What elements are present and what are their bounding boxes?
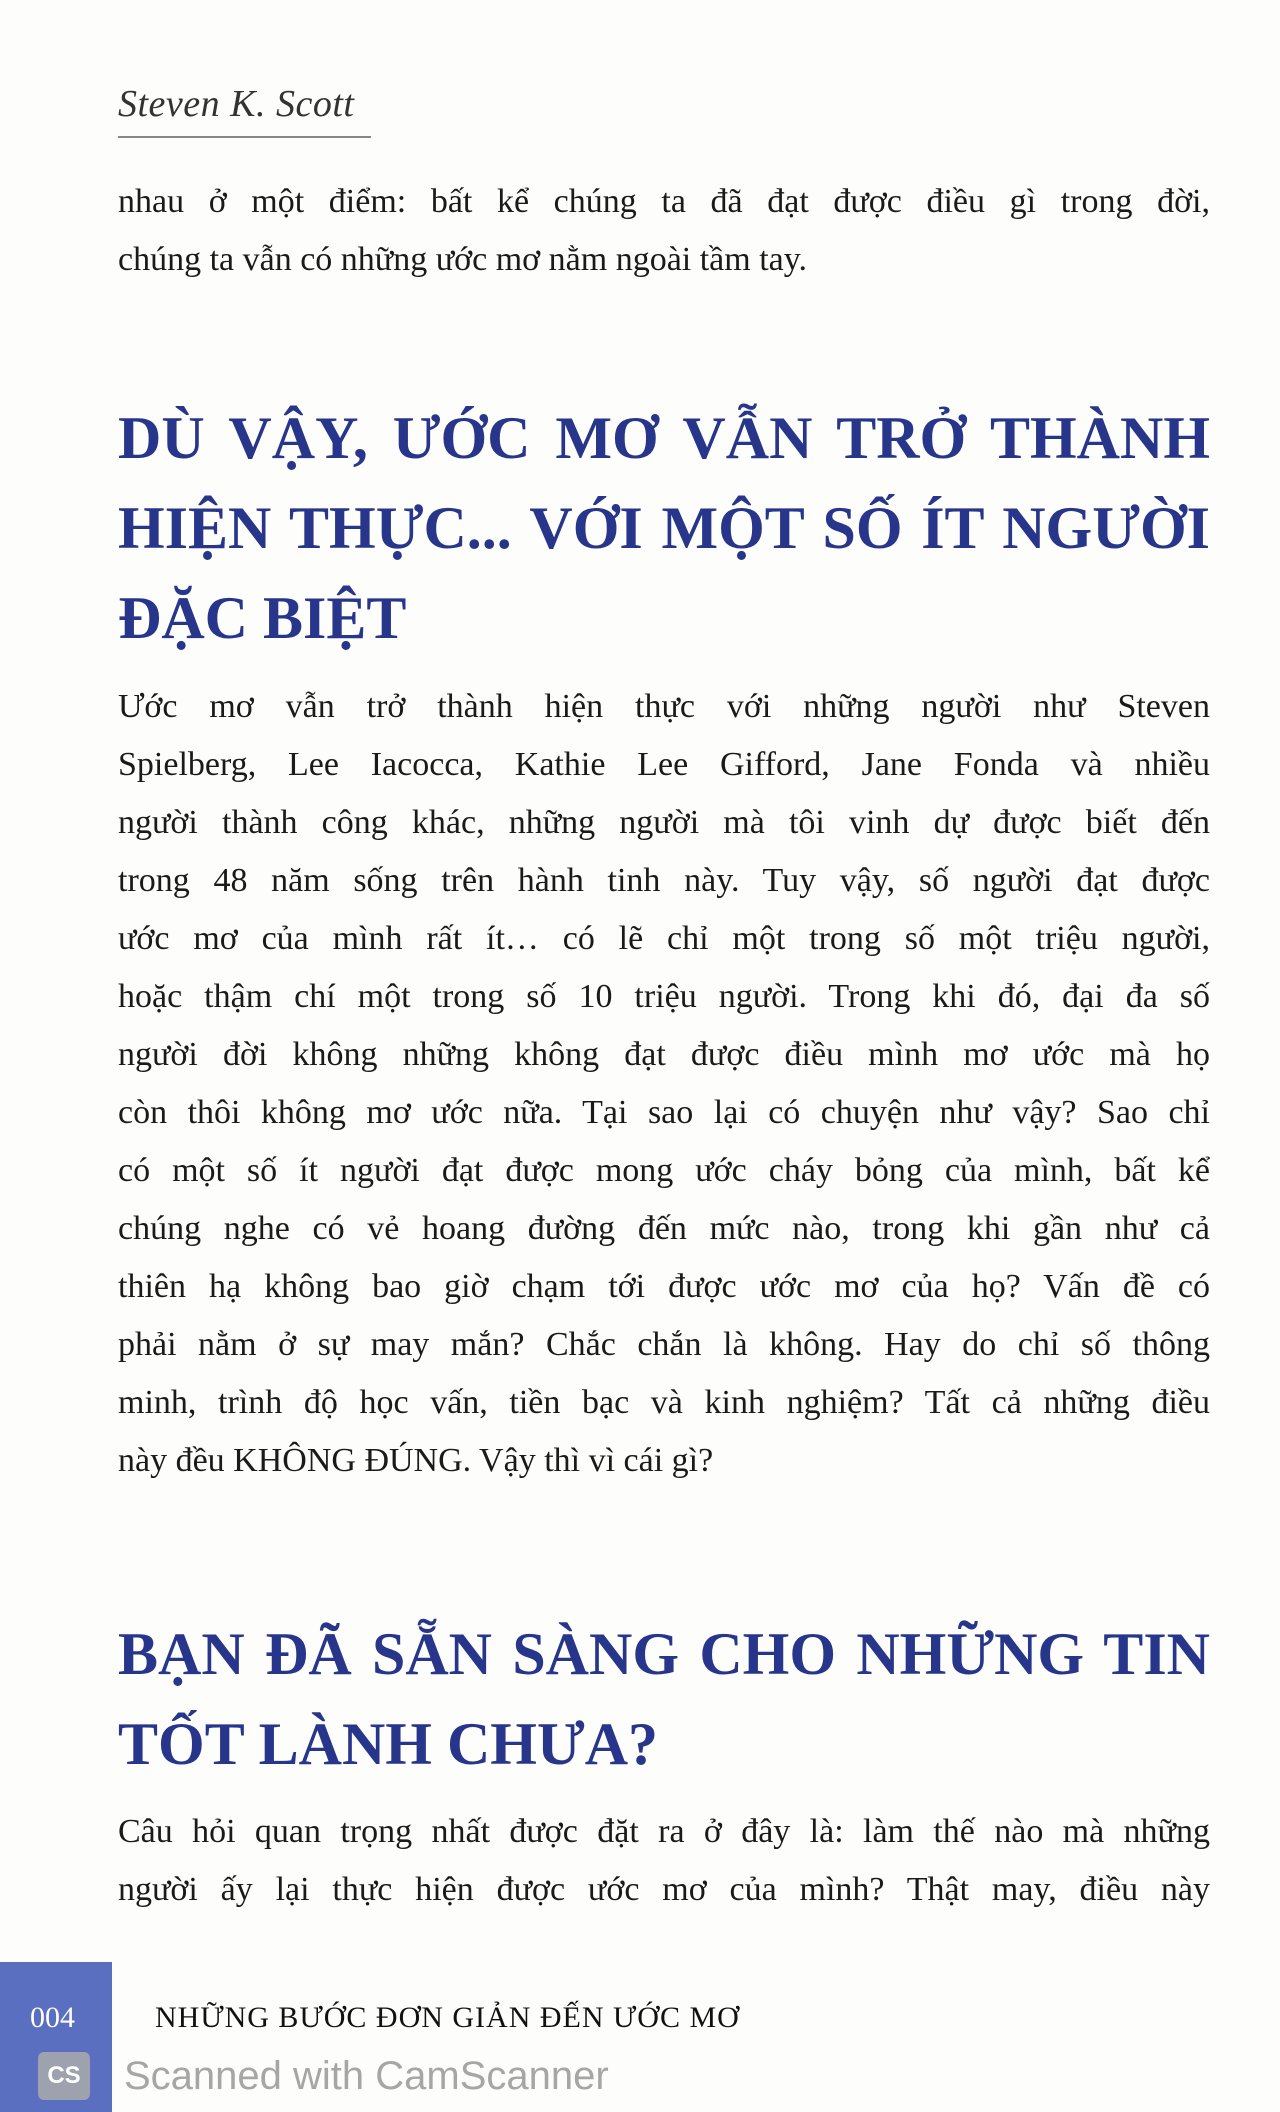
text-line: nhau ở một điểm: bất kể chúng ta đã đạt được điều gì trong đời, xyxy=(118,183,1210,220)
heading-line: BẠN ĐÃ SẴN SÀNG CHO NHỮNG TIN xyxy=(118,1621,1210,1687)
text-line: Spielberg, Lee Iacocca, Kathie Lee Gifford, Jane Fonda và nhiều xyxy=(118,746,1210,783)
section-1-paragraph xyxy=(118,678,1210,1490)
section-2-paragraph xyxy=(118,1803,1210,1919)
text-line: người ấy lại thực hiện được ước mơ của mình? Thật may, điều này xyxy=(118,1871,1210,1908)
text-line: còn thôi không mơ ước nữa. Tại sao lại có chuyện như vậy? Sao chỉ xyxy=(118,1094,1210,1131)
heading-line: HIỆN THỰC... VỚI MỘT SỐ ÍT NGƯỜI xyxy=(118,495,1210,561)
camscanner-logo-icon: CS xyxy=(38,2052,90,2100)
text-line: Câu hỏi quan trọng nhất được đặt ra ở đây là: làm thế nào mà những xyxy=(118,1813,1210,1850)
section-heading-1 xyxy=(118,393,1210,663)
header-rule xyxy=(118,136,371,138)
text-line: hoặc thậm chí một trong số 10 triệu người. Trong khi đó, đại đa số xyxy=(118,978,1210,1015)
intro-paragraph xyxy=(118,173,1210,289)
footer-book-title: NHỮNG BƯỚC ĐƠN GIẢN ĐẾN ƯỚC MƠ xyxy=(155,2001,740,2034)
text-line: người thành công khác, những người mà tôi vinh dự được biết đến xyxy=(118,804,1210,841)
text-line: minh, trình độ học vấn, tiền bạc và kinh nghiệm? Tất cả những điều xyxy=(118,1384,1210,1421)
text-line: trong 48 năm sống trên hành tinh này. Tuy vậy, số người đạt được xyxy=(118,862,1210,899)
text-line: phải nằm ở sự may mắn? Chắc chắn là không. Hay do chỉ số thông xyxy=(118,1326,1210,1363)
heading-line: DÙ VẬY, ƯỚC MƠ VẪN TRỞ THÀNH xyxy=(118,405,1210,471)
text-line: có một số ít người đạt được mong ước cháy bỏng của mình, bất kể xyxy=(118,1152,1210,1189)
text-line: chúng nghe có vẻ hoang đường đến mức nào, trong khi gần như cả xyxy=(118,1210,1210,1247)
heading-line: ĐẶC BIỆT xyxy=(118,585,407,651)
scanner-watermark: Scanned with CamScanner xyxy=(124,2054,609,2098)
text-line: Ước mơ vẫn trở thành hiện thực với những người như Steven xyxy=(118,688,1210,725)
text-line: thiên hạ không bao giờ chạm tới được ước mơ của họ? Vấn đề có xyxy=(118,1268,1210,1305)
heading-line: TỐT LÀNH CHƯA? xyxy=(118,1711,659,1777)
text-line: ước mơ của mình rất ít… có lẽ chỉ một trong số một triệu người, xyxy=(118,920,1210,957)
section-heading-2 xyxy=(118,1609,1210,1789)
text-line: này đều KHÔNG ĐÚNG. Vậy thì vì cái gì? xyxy=(118,1442,714,1479)
page-number: 004 xyxy=(30,2001,75,2034)
text-line: chúng ta vẫn có những ước mơ nằm ngoài tầm tay. xyxy=(118,241,808,278)
text-line: người đời không những không đạt được điều mình mơ ước mà họ xyxy=(118,1036,1210,1073)
running-head-author: Steven K. Scott xyxy=(118,83,355,125)
